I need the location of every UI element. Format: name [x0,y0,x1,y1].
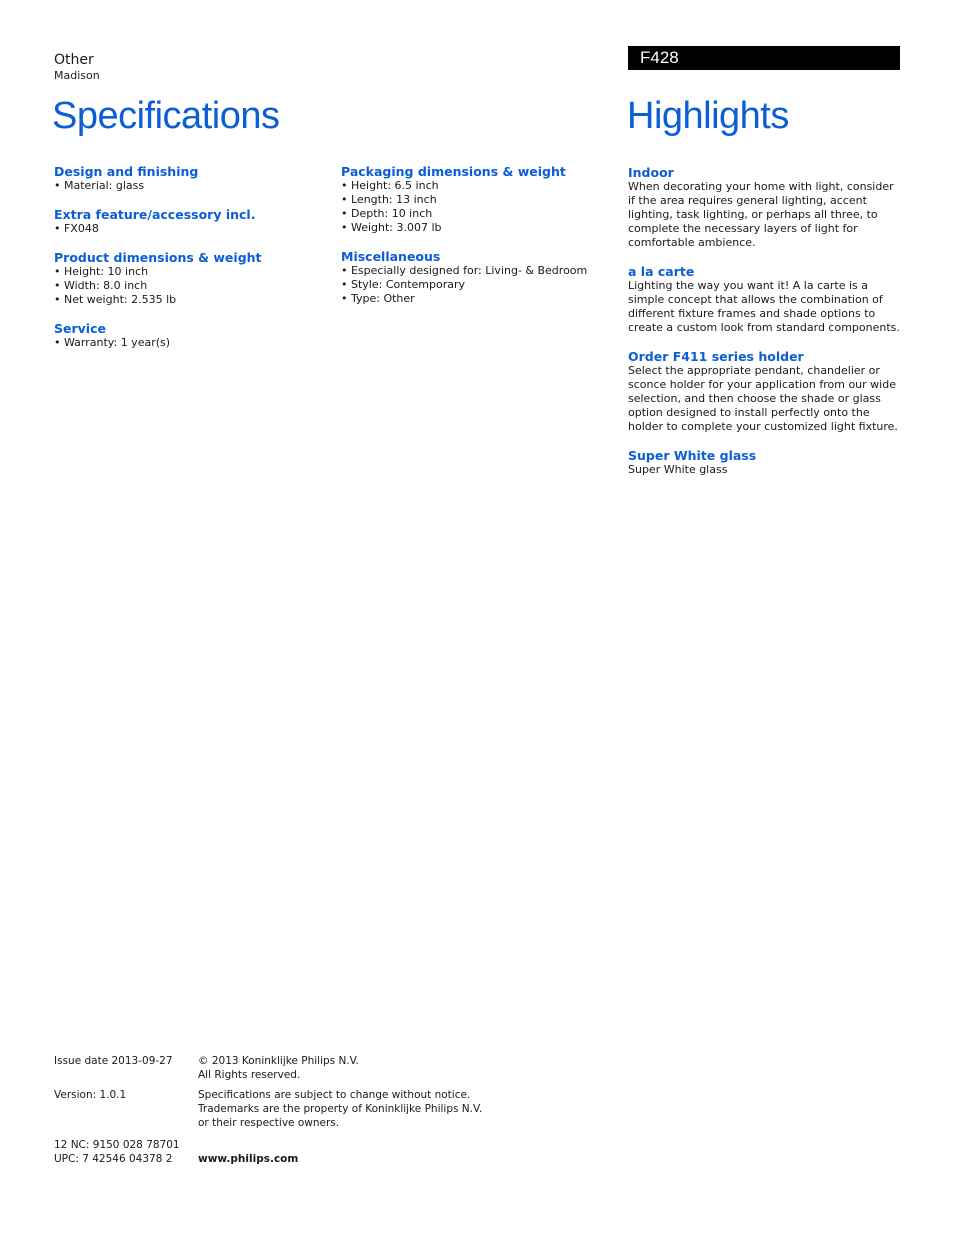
spec-item: • Height: 10 inch [54,265,149,278]
highlight-text: Select the appropriate pendant, chandelier or sconce holder for your application from our wide selection, and then choose the shade or glass option designed to install perfectly onto the holder to complete your customized light fixture. [628,364,898,433]
spec-item: • Height: 6.5 inch [341,179,439,192]
spec-heading: Design and finishing [54,164,199,179]
spec-item: • Weight: 3.007 lb [341,221,442,234]
spec-item: • Length: 13 inch [341,193,437,206]
highlight-order-holder [628,349,903,434]
highlights-column [628,165,903,491]
product-codes [54,1138,194,1166]
version: Version: 1.0.1 [54,1089,127,1101]
issue-date: Issue date 2013-09-27 [54,1055,173,1067]
highlight-text: Lighting the way you want it! A la carte is a simple concept that allows the combination of different fixture frames and shade options to create a custom look from standard components. [628,279,900,334]
spec-section-packaging [341,164,611,235]
highlights-title: Highlights [627,95,789,137]
notice-line: or their respective owners. [198,1117,340,1129]
highlight-a-la-carte [628,264,903,335]
spec-item: • Warranty: 1 year(s) [54,336,171,349]
product-category: Other [54,52,94,68]
specs-column-1 [54,164,324,364]
copyright [198,1054,498,1082]
spec-heading: Product dimensions & weight [54,250,262,265]
highlight-heading: a la carte [628,264,695,279]
spec-item: • Style: Contemporary [341,278,466,291]
spec-heading: Service [54,321,106,336]
copyright-line: All Rights reserved. [198,1069,301,1081]
model-number: F428 [640,48,679,67]
spec-section-design [54,164,324,193]
specifications-title: Specifications [52,95,280,137]
spec-section-service [54,321,324,350]
spec-item: • Width: 8.0 inch [54,279,148,292]
copyright-line: © 2013 Koninklijke Philips N.V. [198,1055,359,1067]
spec-heading: Miscellaneous [341,249,441,264]
spec-heading: Packaging dimensions & weight [341,164,566,179]
spec-section-miscellaneous [341,249,611,306]
highlight-heading: Super White glass [628,448,757,463]
spec-item: • Material: glass [54,179,145,192]
spec-item: • Type: Other [341,292,415,305]
spec-item: • Depth: 10 inch [341,207,433,220]
highlight-text: Super White glass [628,463,728,476]
highlight-indoor [628,165,903,250]
legal-notice [198,1088,498,1130]
highlight-heading: Indoor [628,165,674,180]
notice-line: Trademarks are the property of Koninklijke Philips N.V. [198,1103,483,1115]
nc-code: 12 NC: 9150 028 78701 [54,1139,180,1151]
highlight-text: When decorating your home with light, consider if the area requires general lighting, accent lighting, task lighting, or perhaps all three, to complete the necessary layers of light for comfortable ambience. [628,180,894,249]
spec-section-product-dimensions [54,250,324,307]
spec-heading: Extra feature/accessory incl. [54,207,256,222]
highlight-heading: Order F411 series holder [628,349,804,364]
spec-item: • FX048 [54,222,99,235]
website-link[interactable]: www.philips.com [198,1153,299,1165]
product-subcategory: Madison [54,69,100,82]
spec-item: • Net weight: 2.535 lb [54,293,177,306]
model-bar [628,46,900,70]
notice-line: Specifications are subject to change without notice. [198,1089,471,1101]
specs-column-2 [341,164,611,320]
highlight-super-white-glass [628,448,903,477]
upc-code: UPC: 7 42546 04378 2 [54,1153,173,1165]
spec-item: • Especially designed for: Living- & Bedroom [341,264,588,277]
spec-section-extra [54,207,324,236]
